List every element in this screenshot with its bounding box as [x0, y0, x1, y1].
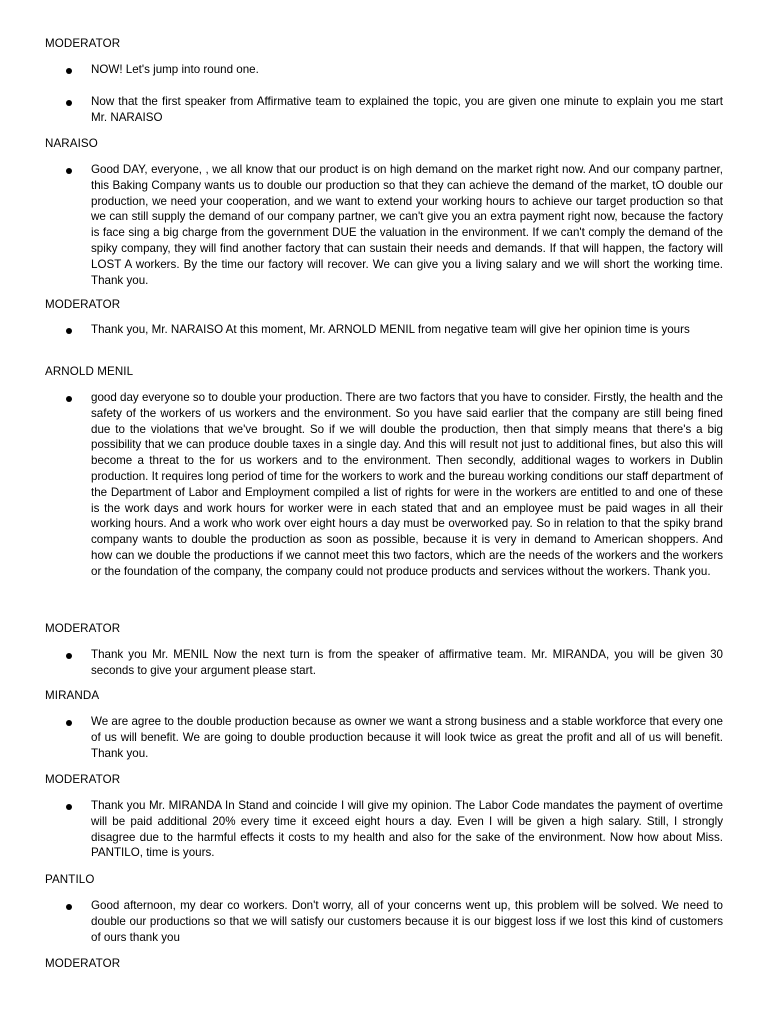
bullet-icon [66, 904, 72, 910]
speaker-name: ARNOLD MENIL [45, 365, 134, 378]
speaker-name: MODERATOR [45, 622, 121, 635]
speaker-name: MIRANDA [45, 689, 100, 702]
speech-text: good day everyone so to double your production. There are two factors that you have to consider. Firstly, the health and the safety of the workers of us workers and the environment. So you have said earlier that the company are still being fined due to the violations that we've brought. So if we will double the production, then that simply means that there's a big possibility that we can produce double taxes in a single day. And this will result not just to additional fines, but also this will become a threat to the for us workers and to the environment. Then secondly, additional wages to workers in Dublin production. It requires long period of time for the workers to work and the bureau working conditions our staff department of the Department of Labor and Employment compiled a list of rights for were in the workers are entitled to and one of these is the work days and work hours for worker were in each stated that and an employee must be paid wages in all their working hours. And a work who work over eight hours a day must be overworked pay. So in relation to that the spiky brand company wants to double the production as soon as possible, because it is very in demand to American shoppers. And how can we double the productions if we cannot meet this two factors, which are the needs of the workers and the workers or the foundation of the company, the company could not produce products and services without the workers. Thank you. [91, 391, 723, 578]
speech-text: NOW! Let's jump into round one. [91, 63, 259, 76]
speaker-name: MODERATOR [45, 773, 121, 786]
speech-text: Thank you, Mr. NARAISO At this moment, Mr. ARNOLD MENIL from negative team will give her opinion time is yours [91, 323, 690, 336]
speaker-name: MODERATOR [45, 37, 121, 50]
speaker-name: MODERATOR [45, 957, 121, 970]
speech-text: We are agree to the double production because as owner we want a strong business and a stable workforce that every one of us will benefit. We are going to double production because it will look twice as great the profit and all of us will benefit. Thank you. [91, 715, 723, 760]
bullet-icon [66, 100, 72, 106]
bullet-icon [66, 396, 72, 402]
speaker-name: MODERATOR [45, 298, 121, 311]
bullet-icon [66, 653, 72, 659]
bullet-icon [66, 68, 72, 74]
speech-text: Thank you Mr. MENIL Now the next turn is from the speaker of affirmative team. Mr. MIRANDA, you will be given 30 seconds to give your argument please start. [91, 648, 723, 677]
bullet-icon [66, 328, 72, 334]
bullet-icon [66, 804, 72, 810]
bullet-icon [66, 168, 72, 174]
speaker-name: PANTILO [45, 873, 95, 886]
speech-text: Now that the first speaker from Affirmative team to explained the topic, you are given one minute to explain you me start Mr. NARAISO [91, 95, 723, 124]
speech-text: Good afternoon, my dear co workers. Don't worry, all of your concerns went up, this problem will be solved. We need to double our productions so that we will satisfy our customers because it is our biggest loss if we lost this kind of customers of ours thank you [91, 899, 723, 944]
speech-text: Good DAY, everyone, , we all know that our product is on high demand on the market right now. And our company partner, this Baking Company wants us to double our production so that they can achieve the demand of the market, tO double our production, we need your cooperation, and we want to extend your working hours to achieve our target production so that we can still supply the demand of our company partner, we can't give you an extra payment right now, because the factory is face sing a big charge from the government DUE the valuation in the environment. If we can't comply the demand of the spiky company, they will find another factory that can sustain their needs and demands. If that will happen, the factory will LOST A workers. By the time our factory will recover. We can give you a living salary and we will short the working time. Thank you. [91, 163, 723, 287]
bullet-icon [66, 720, 72, 726]
speech-text: Thank you Mr. MIRANDA In Stand and coincide I will give my opinion. The Labor Code mandates the payment of overtime will be paid additional 20% every time it exceed eight hours a day. Even I will be given a high salary. Still, I strongly disagree due to the harmful effects it costs to my health and also for the sake of the environment. Now how about Miss. PANTILO, time is yours. [91, 799, 723, 860]
speaker-name: NARAISO [45, 137, 98, 150]
